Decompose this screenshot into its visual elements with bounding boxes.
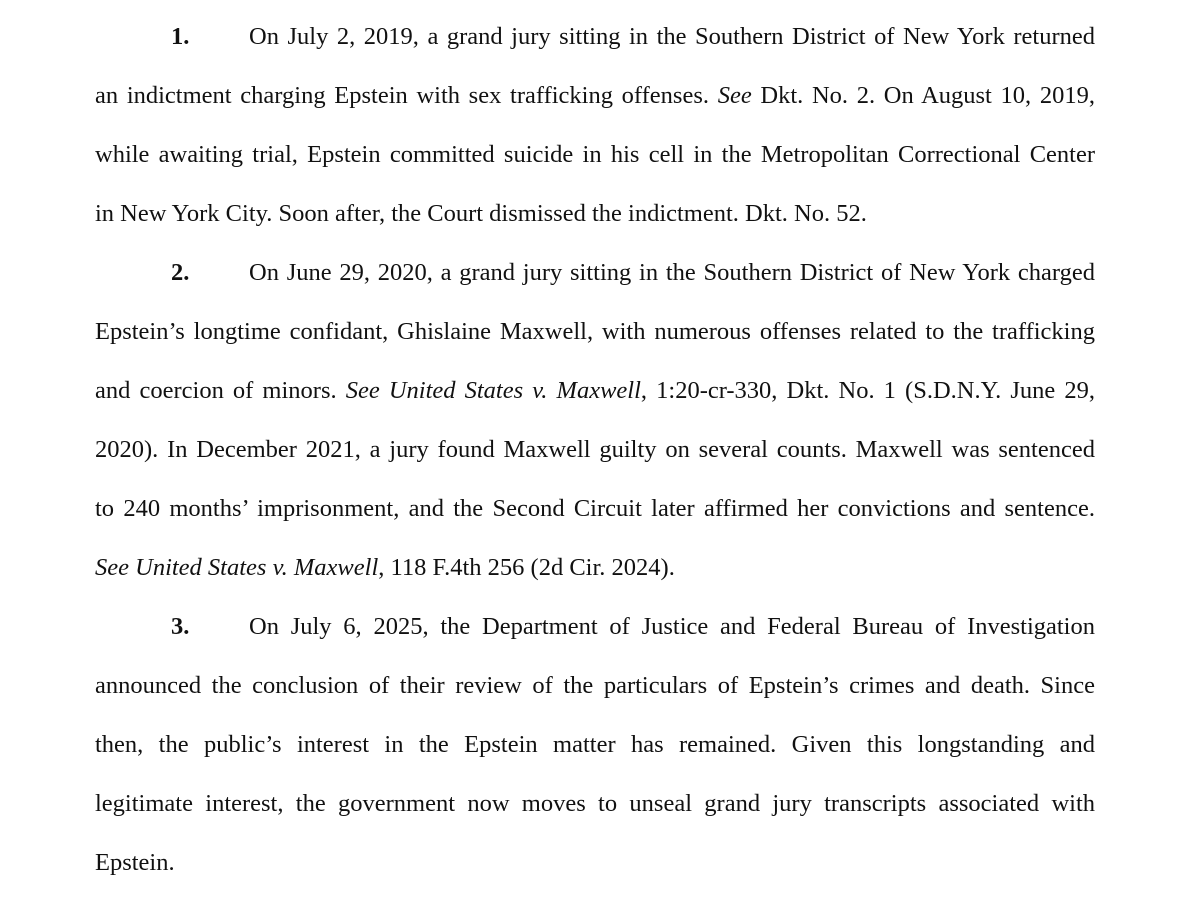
paragraph-line: and coercion of minors. See United States v. Maxwell, 1:20-cr-330, Dkt. No. 1 (S.D.N.Y. June 29,	[95, 377, 1095, 404]
paragraph-number: 3.	[171, 613, 190, 640]
paragraph-number: 2.	[171, 259, 190, 286]
paragraph-line: an indictment charging Epstein with sex trafficking offenses. See Dkt. No. 2. On August 10, 2019,	[95, 82, 1095, 109]
paragraph-line: then, the public’s interest in the Epstein matter has remained. Given this longstanding and	[95, 731, 1095, 758]
paragraph-line: On July 2, 2019, a grand jury sitting in the Southern District of New York returned	[249, 23, 1095, 50]
italic-citation: See United States v. Maxwell	[95, 554, 379, 581]
paragraph-line: Epstein’s longtime confidant, Ghislaine Maxwell, with numerous offenses related to the trafficking	[95, 318, 1095, 345]
paragraph-line: On June 29, 2020, a grand jury sitting in the Southern District of New York charged	[249, 259, 1095, 286]
paragraph-number: 1.	[171, 23, 190, 50]
italic-citation: See	[717, 82, 752, 109]
paragraph-line: 2020). In December 2021, a jury found Maxwell guilty on several counts. Maxwell was sentenced	[95, 436, 1095, 463]
paragraph-line: See United States v. Maxwell, 118 F.4th 256 (2d Cir. 2024).	[95, 554, 675, 581]
italic-citation: See United States v. Maxwell	[345, 377, 641, 404]
paragraph-line: legitimate interest, the government now moves to unseal grand jury transcripts associated with	[95, 790, 1095, 817]
paragraph-line: in New York City. Soon after, the Court dismissed the indictment. Dkt. No. 52.	[95, 200, 867, 227]
paragraph-line: On July 6, 2025, the Department of Justice and Federal Bureau of Investigation	[249, 613, 1095, 640]
paragraph-line: while awaiting trial, Epstein committed suicide in his cell in the Metropolitan Correctional Center	[95, 141, 1095, 168]
paragraph-line: announced the conclusion of their review of the particulars of Epstein’s crimes and death. Since	[95, 672, 1095, 699]
paragraph-line: to 240 months’ imprisonment, and the Second Circuit later affirmed her convictions and sentence.	[95, 495, 1095, 522]
paragraph-line: Epstein.	[95, 849, 175, 876]
